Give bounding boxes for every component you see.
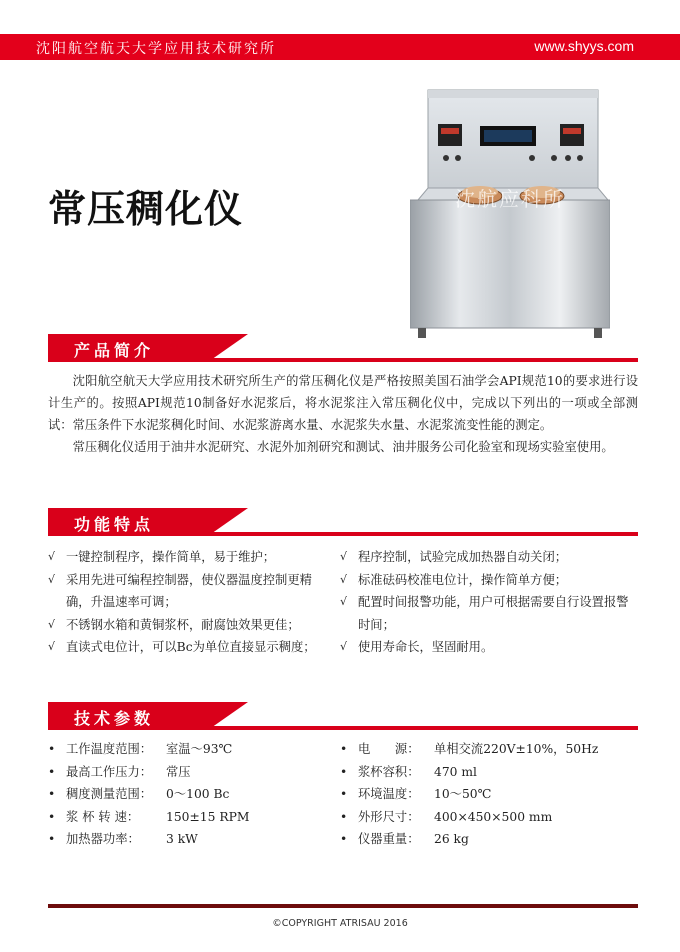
top-banner: [0, 34, 680, 60]
website-url[interactable]: www.shyys.com: [534, 38, 634, 54]
check-icon: √: [48, 550, 56, 563]
feature-item: √ 使用寿命长，坚固耐用。: [340, 636, 630, 659]
bullet-icon: •: [340, 787, 348, 801]
spec-value: 26 kg: [434, 832, 469, 846]
specs-section-header: [48, 702, 638, 730]
feature-item: √ 标准砝码校准电位计，操作简单方便；: [340, 569, 630, 592]
check-icon: √: [48, 617, 56, 631]
bullet-icon: •: [48, 742, 56, 756]
spec-row: [48, 806, 328, 829]
intro-text: [48, 370, 638, 458]
spec-label: 稠度测量范围：: [66, 787, 153, 801]
features-right-list: [340, 546, 630, 659]
features-left-list: [48, 546, 318, 659]
spec-label: 外形尺寸：: [358, 809, 420, 824]
feature-item: √ 程序控制，试验完成加热器自动关闭；: [340, 546, 630, 569]
spec-row: [48, 828, 328, 851]
bullet-icon: •: [340, 832, 348, 846]
spec-label: 浆 杯 转 速：: [66, 809, 140, 824]
spec-value: 常压: [166, 764, 191, 779]
spec-row: [340, 738, 638, 761]
spec-value: 470 ml: [434, 764, 477, 779]
spec-value: 室温～93℃: [166, 742, 233, 756]
spec-label: 加热器功率：: [66, 832, 140, 846]
spec-label: 仪器重量：: [358, 832, 420, 846]
bullet-icon: •: [48, 764, 56, 779]
intro-section-header: [48, 334, 638, 362]
intro-paragraph-2: 常压稠化仪适用于油井水泥研究、水泥外加剂研究和测试、油井服务公司化验室和现场实验室使用。: [72, 440, 614, 454]
feature-item: √ 直读式电位计，可以Bc为单位直接显示稠度；: [48, 636, 318, 659]
bullet-icon: •: [48, 832, 56, 846]
check-icon: √: [340, 550, 348, 563]
feature-item: √ 不锈钢水箱和黄铜浆杯，耐腐蚀效果更佳；: [48, 614, 318, 637]
product-photo: [410, 88, 610, 343]
check-icon: √: [340, 595, 348, 608]
bullet-icon: •: [340, 764, 348, 779]
spec-row: [48, 783, 328, 806]
spec-label: 环境温度：: [358, 787, 420, 801]
spec-value: 3 kW: [166, 832, 198, 846]
footer-divider: [48, 904, 638, 908]
spec-label: 工作温度范围：: [66, 742, 153, 756]
bullet-icon: •: [48, 787, 56, 801]
feature-item: √ 配置时间报警功能，用户可根据需要自行设置报警时间；: [340, 591, 630, 636]
features-heading: 功能特点: [74, 515, 155, 534]
right-meter: [560, 124, 584, 146]
spec-label: 浆杯容积：: [358, 764, 420, 779]
copyright-text: ©COPYRIGHT ATRISAU 2016: [272, 918, 408, 929]
check-icon: √: [340, 640, 348, 653]
bullet-icon: •: [48, 809, 56, 824]
spec-value: 0～100 Bc: [166, 787, 230, 801]
spec-value: 单相交流220V±10%，50Hz: [434, 742, 599, 756]
specs-left-list: [48, 738, 328, 851]
bullet-icon: •: [340, 742, 348, 756]
specs-heading: 技术参数: [74, 709, 155, 728]
intro-heading: 产品简介: [74, 341, 155, 360]
spec-row: [48, 761, 328, 784]
org-name: 沈阳航空航天大学应用技术研究所: [36, 41, 276, 57]
specs-right-list: [340, 738, 638, 851]
spec-row: [340, 828, 638, 851]
spec-value: 400×450×500 mm: [434, 809, 553, 824]
spec-label: 最高工作压力：: [66, 764, 153, 779]
spec-value: 150±15 RPM: [166, 809, 250, 824]
water-tank: [410, 200, 610, 328]
check-icon: √: [48, 640, 56, 653]
spec-row: [340, 783, 638, 806]
spec-row: [340, 806, 638, 829]
spec-value: 10～50℃: [434, 787, 492, 801]
spec-row: [48, 738, 328, 761]
feature-item: √ 一键控制程序，操作简单，易于维护；: [48, 546, 318, 569]
check-icon: √: [340, 572, 348, 586]
check-icon: √: [48, 572, 56, 586]
feature-item: √ 采用先进可编程控制器，使仪器温度控制更精确，升温速率可调；: [48, 569, 318, 614]
intro-paragraph-1: 沈阳航空航天大学应用技术研究所生产的常压稠化仪是严格按照美国石油学会API规范10的要求进行设计生产的。按照API规范10制备好水泥浆后，将水泥浆注入常压稠化仪中，完成以下列出的一项或全部测试：常压条件下水泥浆稠化时间、水泥浆游离水量、水泥浆失水量、水泥浆流变性能的测定。: [48, 374, 638, 432]
features-section-header: [48, 508, 638, 536]
left-meter: [438, 124, 462, 146]
spec-label: 电 源：: [358, 742, 420, 756]
photo-watermark: 沈航应科所: [455, 187, 565, 211]
product-title: 常压稠化仪: [48, 187, 244, 231]
bullet-icon: •: [340, 809, 348, 824]
spec-row: [340, 761, 638, 784]
